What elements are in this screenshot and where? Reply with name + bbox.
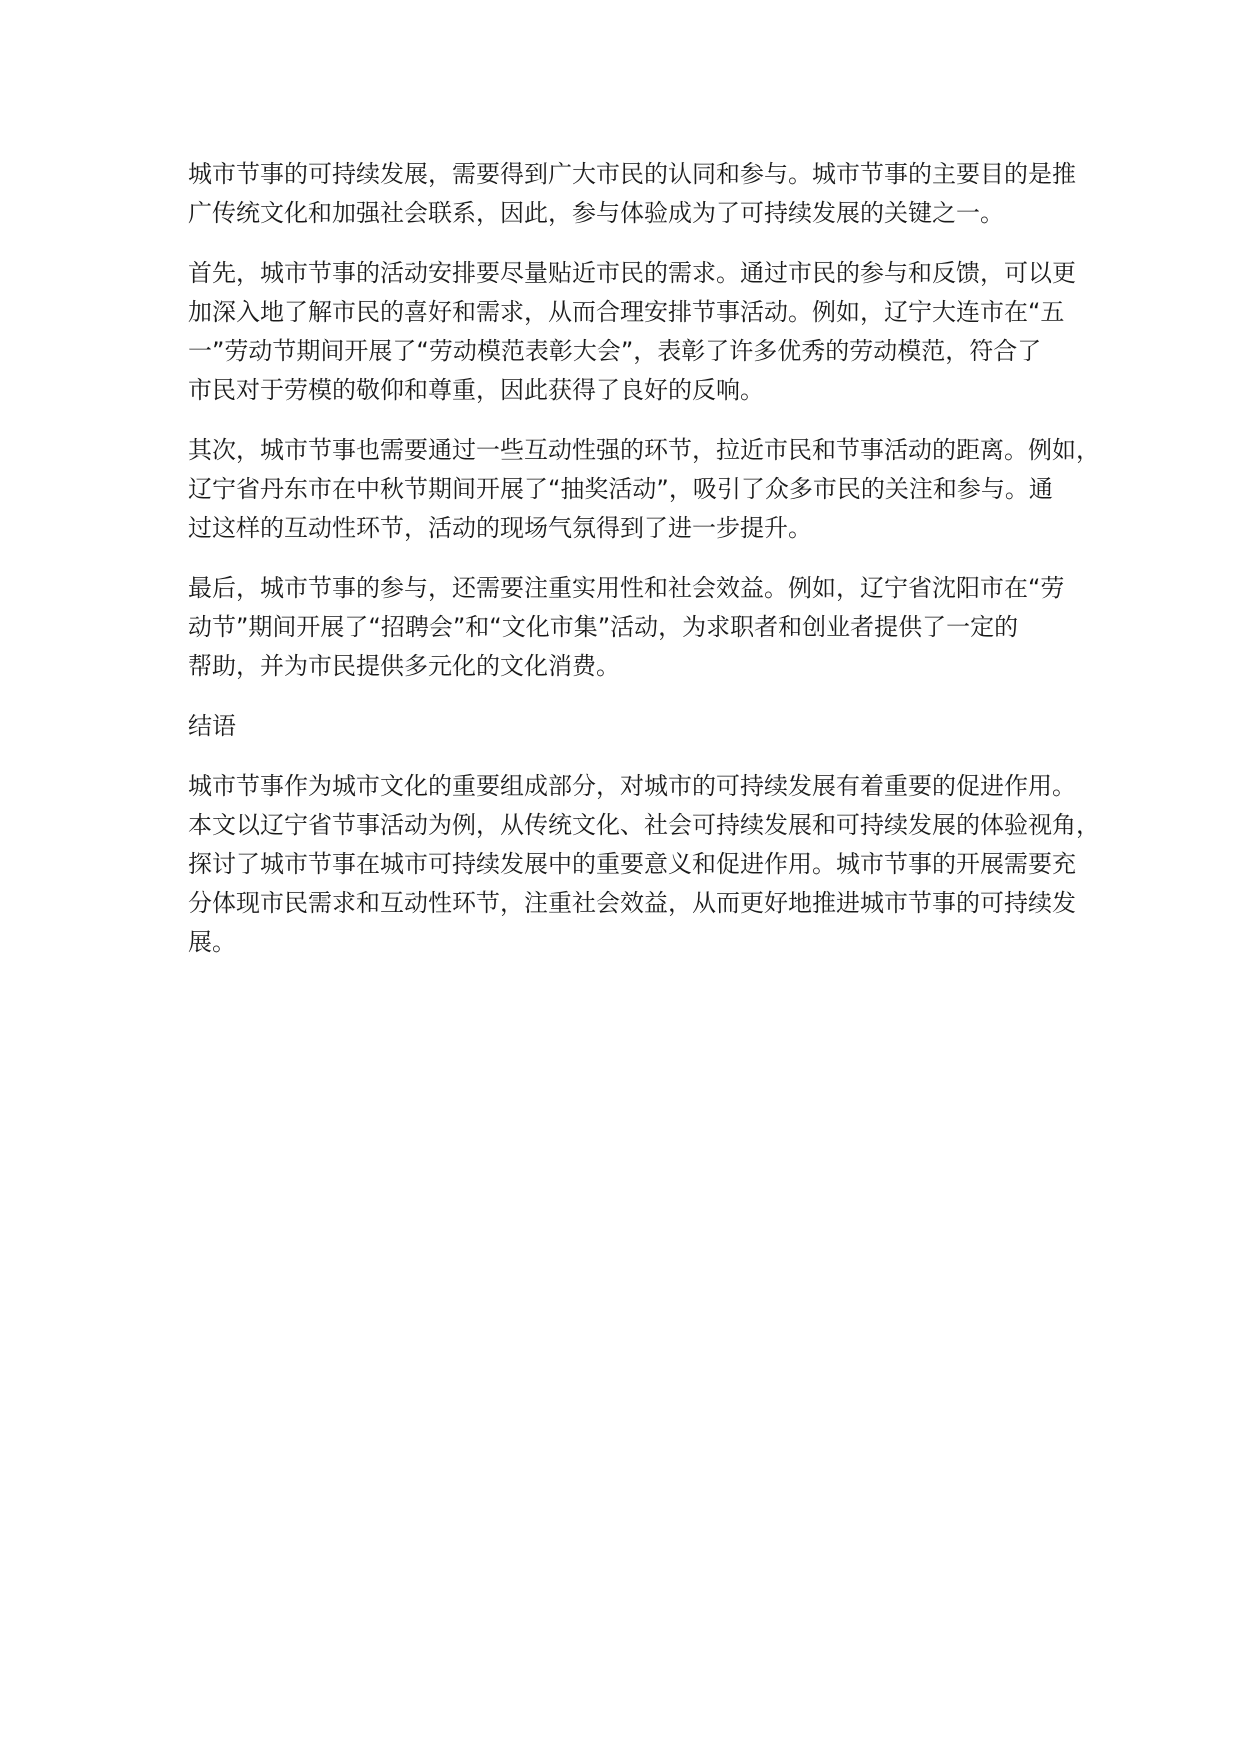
text-line: 动节”期间开展了“招聘会”和“文化市集”活动，为求职者和创业者提供了一定的 <box>188 613 1019 641</box>
text-line: 市民对于劳模的敬仰和尊重，因此获得了良好的反响。 <box>188 376 764 404</box>
text-line: 一”劳动节期间开展了“劳动模范表彰大会”，表彰了许多优秀的劳动模范，符合了 <box>188 337 1042 365</box>
text-line: 过这样的互动性环节，活动的现场气氛得到了进一步提升。 <box>188 514 812 542</box>
paragraph-second-point <box>188 431 1100 548</box>
text-line: 其次，城市节事也需要通过一些互动性强的环节，拉近市民和节事活动的距离。例如， <box>188 436 1100 464</box>
text-line: 首先，城市节事的活动安排要尽量贴近市民的需求。通过市民的参与和反馈，可以更 <box>188 259 1076 287</box>
text-line: 展。 <box>188 928 236 956</box>
text-line: 加深入地了解市民的喜好和需求，从而合理安排节事活动。例如，辽宁大连市在“五 <box>188 298 1065 326</box>
text-line: 探讨了城市节事在城市可持续发展中的重要意义和促进作用。城市节事的开展需要充 <box>188 850 1076 878</box>
paragraph-third-point <box>188 569 1088 686</box>
text-line: 分体现市民需求和互动性环节，注重社会效益，从而更好地推进城市节事的可持续发 <box>188 889 1076 917</box>
conclusion-heading: 结语 <box>188 712 236 740</box>
text-line: 帮助，并为市民提供多元化的文化消费。 <box>188 652 620 680</box>
text-line: 城市节事的可持续发展，需要得到广大市民的认同和参与。城市节事的主要目的是推 <box>188 160 1076 188</box>
text-line: 辽宁省丹东市在中秋节期间开展了“抽奖活动”，吸引了众多市民的关注和参与。通 <box>188 475 1053 503</box>
text-line: 广传统文化和加强社会联系，因此，参与体验成为了可持续发展的关键之一。 <box>188 199 1004 227</box>
text-line: 城市节事作为城市文化的重要组成部分，对城市的可持续发展有着重要的促进作用。 <box>188 772 1076 800</box>
text-line: 本文以辽宁省节事活动为例，从传统文化、社会可持续发展和可持续发展的体验视角， <box>188 811 1100 839</box>
paragraph-first-point <box>188 254 1088 410</box>
document-body <box>188 155 1100 983</box>
paragraph-conclusion <box>188 767 1100 962</box>
paragraph-participation-intro <box>188 155 1088 233</box>
text-line: 最后，城市节事的参与，还需要注重实用性和社会效益。例如，辽宁省沈阳市在“劳 <box>188 574 1065 602</box>
